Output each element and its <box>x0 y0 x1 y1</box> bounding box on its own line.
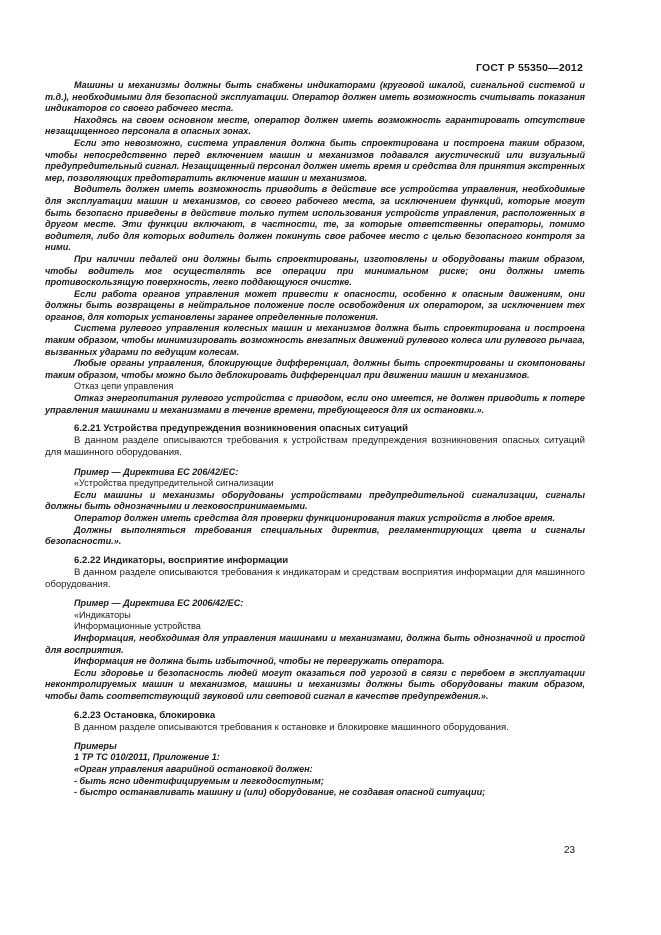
quote-line: - быть ясно идентифицируемым и легкодоступным; <box>74 775 324 786</box>
section-intro: В данном разделе описываются требования к индикаторам и средствам восприятия информации для машинного оборудования. <box>45 566 585 590</box>
examples-label: Примеры <box>74 740 117 751</box>
paragraph: Система рулевого управления колесных машин и механизмов должна быть спроектирована и построена таким образом, чтобы минимизировать возможность внезапных движений рулевого колеса или рулевого рычага, вызванных ударами по ведущим колесам. <box>45 323 585 357</box>
quote-subtitle: Информационные устройства <box>74 621 201 632</box>
quote-item: Оператор должен иметь средства для проверки функционирования таких устройств в любое время. <box>74 513 556 523</box>
quote-item: Информация не должна быть избыточной, чтобы не перегружать оператора. <box>74 656 445 667</box>
section-intro: В данном разделе описываются требования к остановке и блокировке машинного оборудования. <box>74 721 509 733</box>
quote-item: Информация, необходимая для управления машинами и механизмами, должна быть однозначной и простой для восприятия. <box>45 632 585 655</box>
control-failure-label: Отказ цепи управления <box>74 381 174 392</box>
quote-item: Если машины и механизмы оборудованы устройствами предупредительной сигнализации, сигналы должны быть однозначными и легковоспринимаемыми. <box>45 489 585 512</box>
document-id: ГОСТ Р 55350—2012 <box>475 62 583 74</box>
paragraph: Если работа органов управления может привести к опасности, особенно к опасным движениям, они должны быть возвращены в нейтральное положение после освобождения их оператором, за исключением тех органов, для которых установлены заранее определенные положения. <box>45 288 585 322</box>
section-heading-6-2-23 <box>45 710 585 722</box>
quote-item: Должны выполняться требования специальных директив, регламентирующих цвета и сигналы безопасности.». <box>45 524 585 547</box>
page-number: 23 <box>564 845 576 856</box>
example-label: Пример — Директива ЕС 2006/42/ЕС: <box>74 598 244 609</box>
section-intro: В данном разделе описываются требования к устройствам предупреждения возникновения опасных ситуаций для машинного оборудования. <box>45 435 585 459</box>
section-title: Устройства предупреждения возникновения опасных ситуаций <box>103 423 408 435</box>
quote-line: - быстро останавливать машину и (или) оборудование, не создавая опасной ситуации; <box>74 787 486 798</box>
section-number: 6.2.22 <box>74 554 101 566</box>
paragraph: Водитель должен иметь возможность приводить в действие все устройства управления, необходимые для эксплуатации машин и механизмов, со своего рабочего места, за исключением функций, которые могут быть безопасно приведены в действие только путем использования устройств управления, расположенных в другом месте. Эти функции включают, в частности, те, за которые ответственны операторы, помимо водителя, либо для которых водитель должен покинуть свое рабочее место с целью безопасного контроля за ними. <box>45 184 585 253</box>
quote-title: «Индикаторы <box>74 609 131 620</box>
paragraph: Любые органы управления, блокирующие дифференциал, должны быть спроектированы и скомпонованы таким образом, чтобы можно было деблокировать дифференциал при движении машин и механизмов. <box>45 358 585 380</box>
paragraph: При наличии педалей они должны быть спроектированы, изготовлены и оборудованы таким образом, чтобы водитель мог осуществлять все операции при минимальном риске; они должны иметь противоскользящую поверхность, легко поддающуюся очистке. <box>45 253 585 288</box>
paragraph: Если это невозможно, система управления должна быть спроектирована и построена таким образом, чтобы непосредственно перед включением машин и механизмов подавался акустический или визуальный предупредительный сигнал. Незащищенный персонал должен иметь время и средства для принятия экстренных мер, позволяющих предотвратить включение машин и механизмов. <box>45 137 585 183</box>
quote-line: «Орган управления аварийной остановкой должен: <box>74 763 313 774</box>
section-number: 6.2.23 <box>74 709 101 721</box>
example-label: 1 ТР ТС 010/2011, Приложение 1: <box>74 752 220 763</box>
section-title: Индикаторы, восприятие информации <box>103 554 289 566</box>
section-title: Остановка, блокировка <box>103 709 216 721</box>
example-label: Пример — Директива ЕС 206/42/ЕС: <box>74 466 239 477</box>
paragraph: Находясь на своем основном месте, оператор должен иметь возможность гарантировать отсутствие незащищенного персонала в опасных зонах. <box>45 114 585 137</box>
section-number: 6.2.21 <box>74 423 101 435</box>
paragraph: Машины и механизмы должны быть снабжены индикаторами (круговой шкалой, сигнальной системой и т.д.), необходимыми для безопасной эксплуатации. Оператор должен иметь возможность считывать показания индикаторов со своего рабочего места. <box>45 80 585 114</box>
quote-title: «Устройства предупредительной сигнализации <box>74 478 274 489</box>
quote-item: Если здоровье и безопасность людей могут оказаться под угрозой в связи с перебоем в эксплуатации неконтролируемых машин и механизмов, машины и механизмы должны быть оборудованы таким образом, чтобы дать соответствующий звуковой или световой сигнал в качестве предупреждения.». <box>45 667 585 701</box>
control-failure-text: Отказ энергопитания рулевого устройства с приводом, если оно имеется, не должен приводить к потере управления машинами и механизмами в течение времени, требующегося для их остановки.». <box>45 393 585 415</box>
page-content <box>45 80 585 799</box>
section-heading-6-2-22 <box>45 555 585 567</box>
section-heading-6-2-21 <box>45 423 585 435</box>
